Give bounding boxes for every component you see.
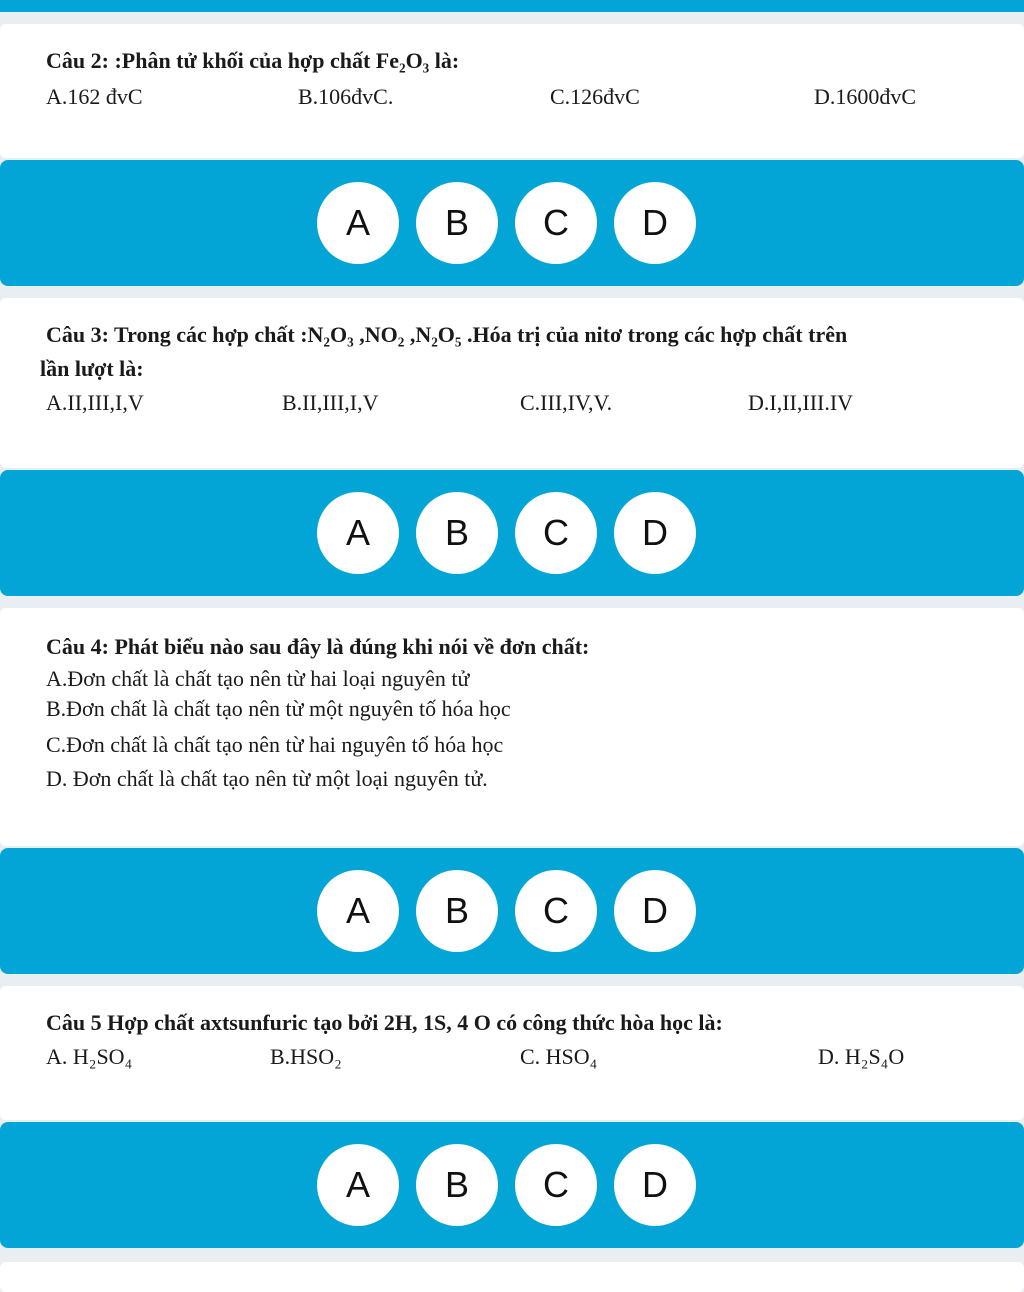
question-3-option-c: C.III,IV,V. bbox=[520, 390, 613, 415]
question-4-option-d: D. Đơn chất là chất tạo nên từ một loại nguyên tử. bbox=[46, 766, 488, 791]
answer-band-4 bbox=[0, 848, 1024, 974]
question-4-option-b: B.Đơn chất là chất tạo nên từ một nguyên tố hóa học bbox=[46, 696, 511, 721]
answer-c-button[interactable]: C bbox=[515, 492, 597, 574]
answer-band-2 bbox=[0, 160, 1024, 286]
question-card-4 bbox=[0, 608, 1024, 846]
answer-d-button[interactable]: D bbox=[614, 870, 696, 952]
answer-b-button[interactable]: B bbox=[416, 182, 498, 264]
answer-b-button[interactable]: B bbox=[416, 870, 498, 952]
question-3-option-a: A.II,III,I,V bbox=[46, 390, 144, 415]
answer-c-button[interactable]: C bbox=[515, 182, 597, 264]
answer-c-button[interactable]: C bbox=[515, 1144, 597, 1226]
answer-a-button[interactable]: A bbox=[317, 182, 399, 264]
answer-d-button[interactable]: D bbox=[614, 492, 696, 574]
question-5-title: Câu 5 Hợp chất axtsunfuric tạo bởi 2H, 1S, 4 O có công thức hòa học là: bbox=[46, 1010, 723, 1035]
question-3-option-d: D.I,II,III.IV bbox=[748, 390, 854, 415]
answer-band-3 bbox=[0, 470, 1024, 596]
answer-band-5 bbox=[0, 1122, 1024, 1248]
answer-d-button[interactable]: D bbox=[614, 1144, 696, 1226]
question-5-option-d: D. H₂S₄O bbox=[818, 1044, 905, 1069]
next-card-edge bbox=[0, 1262, 1024, 1292]
question-4-option-a: A.Đơn chất là chất tạo nên từ hai loại nguyên tử bbox=[46, 666, 470, 691]
question-3-title-line2: lần lượt là: bbox=[40, 356, 144, 381]
question-5-option-b: B.HSO₂ bbox=[270, 1044, 342, 1069]
question-card-3 bbox=[0, 298, 1024, 468]
answer-c-button[interactable]: C bbox=[515, 870, 597, 952]
question-2-option-a: A.162 đvC bbox=[46, 84, 143, 109]
question-4-title: Câu 4: Phát biểu nào sau đây là đúng khi nói về đơn chất: bbox=[46, 634, 590, 659]
question-4-option-c: C.Đơn chất là chất tạo nên từ hai nguyên tố hóa học bbox=[46, 732, 504, 757]
question-2-option-c: C.126đvC bbox=[550, 84, 640, 109]
question-card-5 bbox=[0, 986, 1024, 1120]
answer-d-button[interactable]: D bbox=[614, 182, 696, 264]
question-2-option-d: D.1600đvC bbox=[814, 84, 917, 109]
question-3-title-line1: Câu 3: Trong các hợp chất :N₂O₃ ,NO₂ ,N₂O₅ .Hóa trị của nitơ trong các hợp chất trên bbox=[46, 322, 848, 347]
question-3-option-b: B.II,III,I,V bbox=[282, 390, 379, 415]
question-2-title: Câu 2: :Phân tử khối của hợp chất Fe₂O₃ là: bbox=[46, 48, 460, 73]
answer-a-button[interactable]: A bbox=[317, 1144, 399, 1226]
answer-a-button[interactable]: A bbox=[317, 870, 399, 952]
question-5-option-a: A. H₂SO₄ bbox=[46, 1044, 133, 1069]
answer-a-button[interactable]: A bbox=[317, 492, 399, 574]
answer-b-button[interactable]: B bbox=[416, 1144, 498, 1226]
answer-b-button[interactable]: B bbox=[416, 492, 498, 574]
top-accent-bar bbox=[0, 0, 1024, 12]
question-2-option-b: B.106đvC. bbox=[298, 84, 394, 109]
question-5-option-c: C. HSO₄ bbox=[520, 1044, 598, 1069]
question-card-2 bbox=[0, 24, 1024, 158]
